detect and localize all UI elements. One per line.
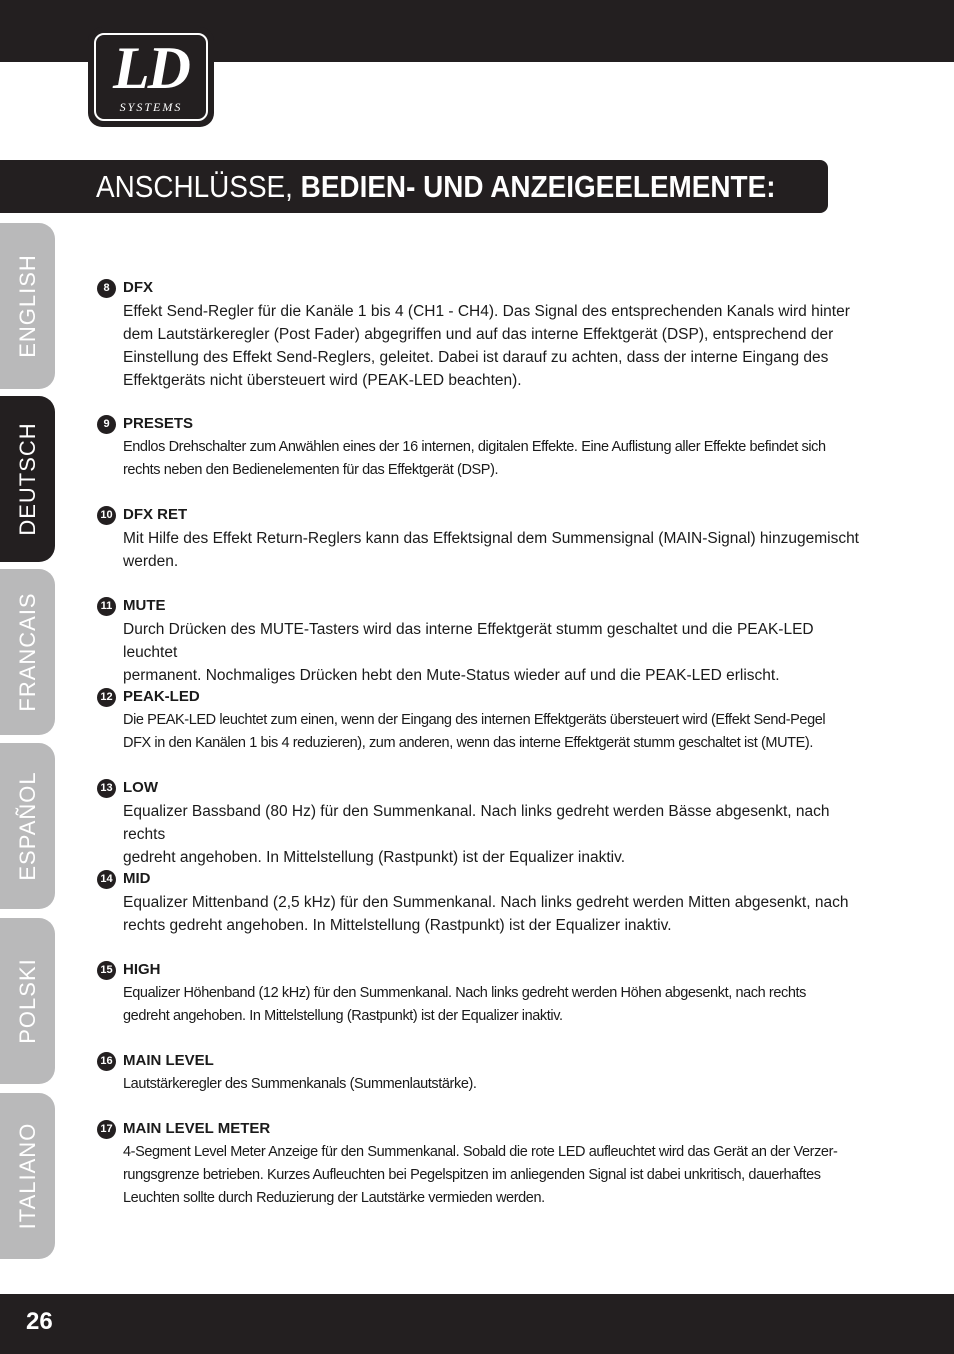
footer-band xyxy=(0,1294,954,1354)
item-description: Effekt Send-Regler für die Kanäle 1 bis 4 (CH1 - CH4). Das Signal des entsprechenden Kanals wird hinter dem Lautstärkeregler (Post Fader) abgegriffen und auf das interne Effektgerät (DSP), entsprechend der Einstellung des Effekt Send-Reglers, geleitet. Dabei ist darauf zu achten, dass der interne Eingang des Effektgeräts nicht übersteuert wird (PEAK-LED beachten). xyxy=(123,303,850,389)
item-description: Lautstärkeregler des Summenkanals (Summenlautstärke). xyxy=(123,1076,477,1092)
item-description: Mit Hilfe des Effekt Return-Reglers kann das Effektsignal dem Summensignal (MAIN-Signal) hinzugemischt werden. xyxy=(123,530,859,570)
list-item-peak-led xyxy=(96,685,864,755)
list-item-low xyxy=(96,776,864,869)
item-number-badge: 15 xyxy=(97,961,116,980)
item-title: PEAK-LED xyxy=(123,688,200,705)
list-item-presets xyxy=(96,412,864,482)
item-title: DFX xyxy=(123,279,153,296)
logo-mark: LD xyxy=(113,35,189,101)
list-item-main-level-meter xyxy=(96,1117,864,1210)
item-title: HIGH xyxy=(123,961,161,978)
item-description: Endlos Drehschalter zum Anwählen eines der 16 internen, digitalen Effekte. Eine Auflistung aller Effekte befindet sich rechts neben den Bedienelementen für das Effektgerät (DSP). xyxy=(123,439,826,478)
tab-deutsch[interactable] xyxy=(0,396,55,562)
list-item-mute xyxy=(96,594,864,687)
item-description: Equalizer Höhenband (12 kHz) für den Summenkanal. Nach links gedreht werden Höhen abgesenkt, nach rechts gedreht angehoben. In Mittelstellung (Rastpunkt) ist der Equalizer inaktiv. xyxy=(123,985,807,1024)
list-item-dfx xyxy=(96,276,864,392)
item-number-badge: 14 xyxy=(97,870,116,889)
item-description: Equalizer Bassband (80 Hz) für den Summenkanal. Nach links gedreht werden Bässe abgesenkt, nach rechts gedreht angehoben. In Mittelstellung (Rastpunkt) ist der Equalizer inaktiv. xyxy=(123,803,830,866)
item-title: MAIN LEVEL xyxy=(123,1052,214,1069)
logo-subtitle: SYSTEMS xyxy=(119,100,183,114)
item-description: Durch Drücken des MUTE-Tasters wird das interne Effektgerät stumm geschaltet und die PEAK-LED leuchtet permanent. Nochmaliges Drücken hebt den Mute-Status wieder auf und die PEAK-LED erlischt. xyxy=(123,621,814,684)
item-title: MUTE xyxy=(123,597,166,614)
list-item-high xyxy=(96,958,864,1028)
item-number-badge: 12 xyxy=(97,688,116,707)
item-description: Equalizer Mittenband (2,5 kHz) für den Summenkanal. Nach links gedreht werden Mitten abgesenkt, nach rechts gedreht angehoben. In Mittelstellung (Rastpunkt) ist der Equalizer inaktiv. xyxy=(123,894,849,934)
item-title: DFX RET xyxy=(123,506,188,523)
tab-english[interactable] xyxy=(0,223,55,389)
item-number-badge: 8 xyxy=(97,279,116,298)
item-number-badge: 16 xyxy=(97,1052,116,1071)
tab-francais[interactable] xyxy=(0,569,55,735)
item-description: Die PEAK-LED leuchtet zum einen, wenn der Eingang des internen Effektgeräts übersteuert wird (Effekt Send-Pegel DFX in den Kanälen 1 bis 4 reduzieren), zum anderen, wenn das interne Effektgerät stumm geschaltet ist (MUTE). xyxy=(123,712,826,751)
tab-label: FRANCAIS xyxy=(14,592,40,712)
section-title-bar xyxy=(0,160,828,213)
item-title: PRESETS xyxy=(123,415,194,432)
item-title: LOW xyxy=(123,779,158,796)
list-item-main-level xyxy=(96,1049,864,1096)
item-number-badge: 17 xyxy=(97,1120,116,1139)
tab-polski[interactable] xyxy=(0,918,55,1084)
tab-label: ITALIANO xyxy=(14,1122,40,1230)
logo-frame xyxy=(94,33,208,121)
item-number-badge: 11 xyxy=(97,597,116,616)
tab-label: POLSKI xyxy=(14,958,40,1044)
tab-label: ESPAÑOL xyxy=(14,771,40,881)
ld-systems-logo xyxy=(88,27,214,127)
list-item-mid xyxy=(96,867,864,937)
item-number-badge: 9 xyxy=(97,415,116,434)
item-description: 4-Segment Level Meter Anzeige für den Summenkanal. Sobald die rote LED aufleuchtet wird das Gerät an der Verzer- rungsgrenze betrieben. Kurzes Aufleuchten bei Pegelspitzen im anliegenden Signal ist dabei unkritisch, dauerhaftes Leuchten sollte durch Reduzierung der Lautstärke vermieden werden. xyxy=(123,1144,838,1206)
tab-italiano[interactable] xyxy=(0,1093,55,1259)
title-bold: BEDIEN- UND ANZEIGEELEMENTE: xyxy=(300,169,776,204)
tab-label: DEUTSCH xyxy=(14,422,40,536)
item-title: MAIN LEVEL METER xyxy=(123,1120,271,1137)
tab-espanol[interactable] xyxy=(0,743,55,909)
title-light: ANSCHLÜSSE, xyxy=(96,169,301,204)
page-title xyxy=(96,168,776,206)
item-title: MID xyxy=(123,870,151,887)
tab-label: ENGLISH xyxy=(14,254,40,358)
page-number: 26 xyxy=(26,1308,53,1335)
item-number-badge: 13 xyxy=(97,779,116,798)
item-number-badge: 10 xyxy=(97,506,116,525)
list-item-dfx-ret xyxy=(96,503,864,573)
